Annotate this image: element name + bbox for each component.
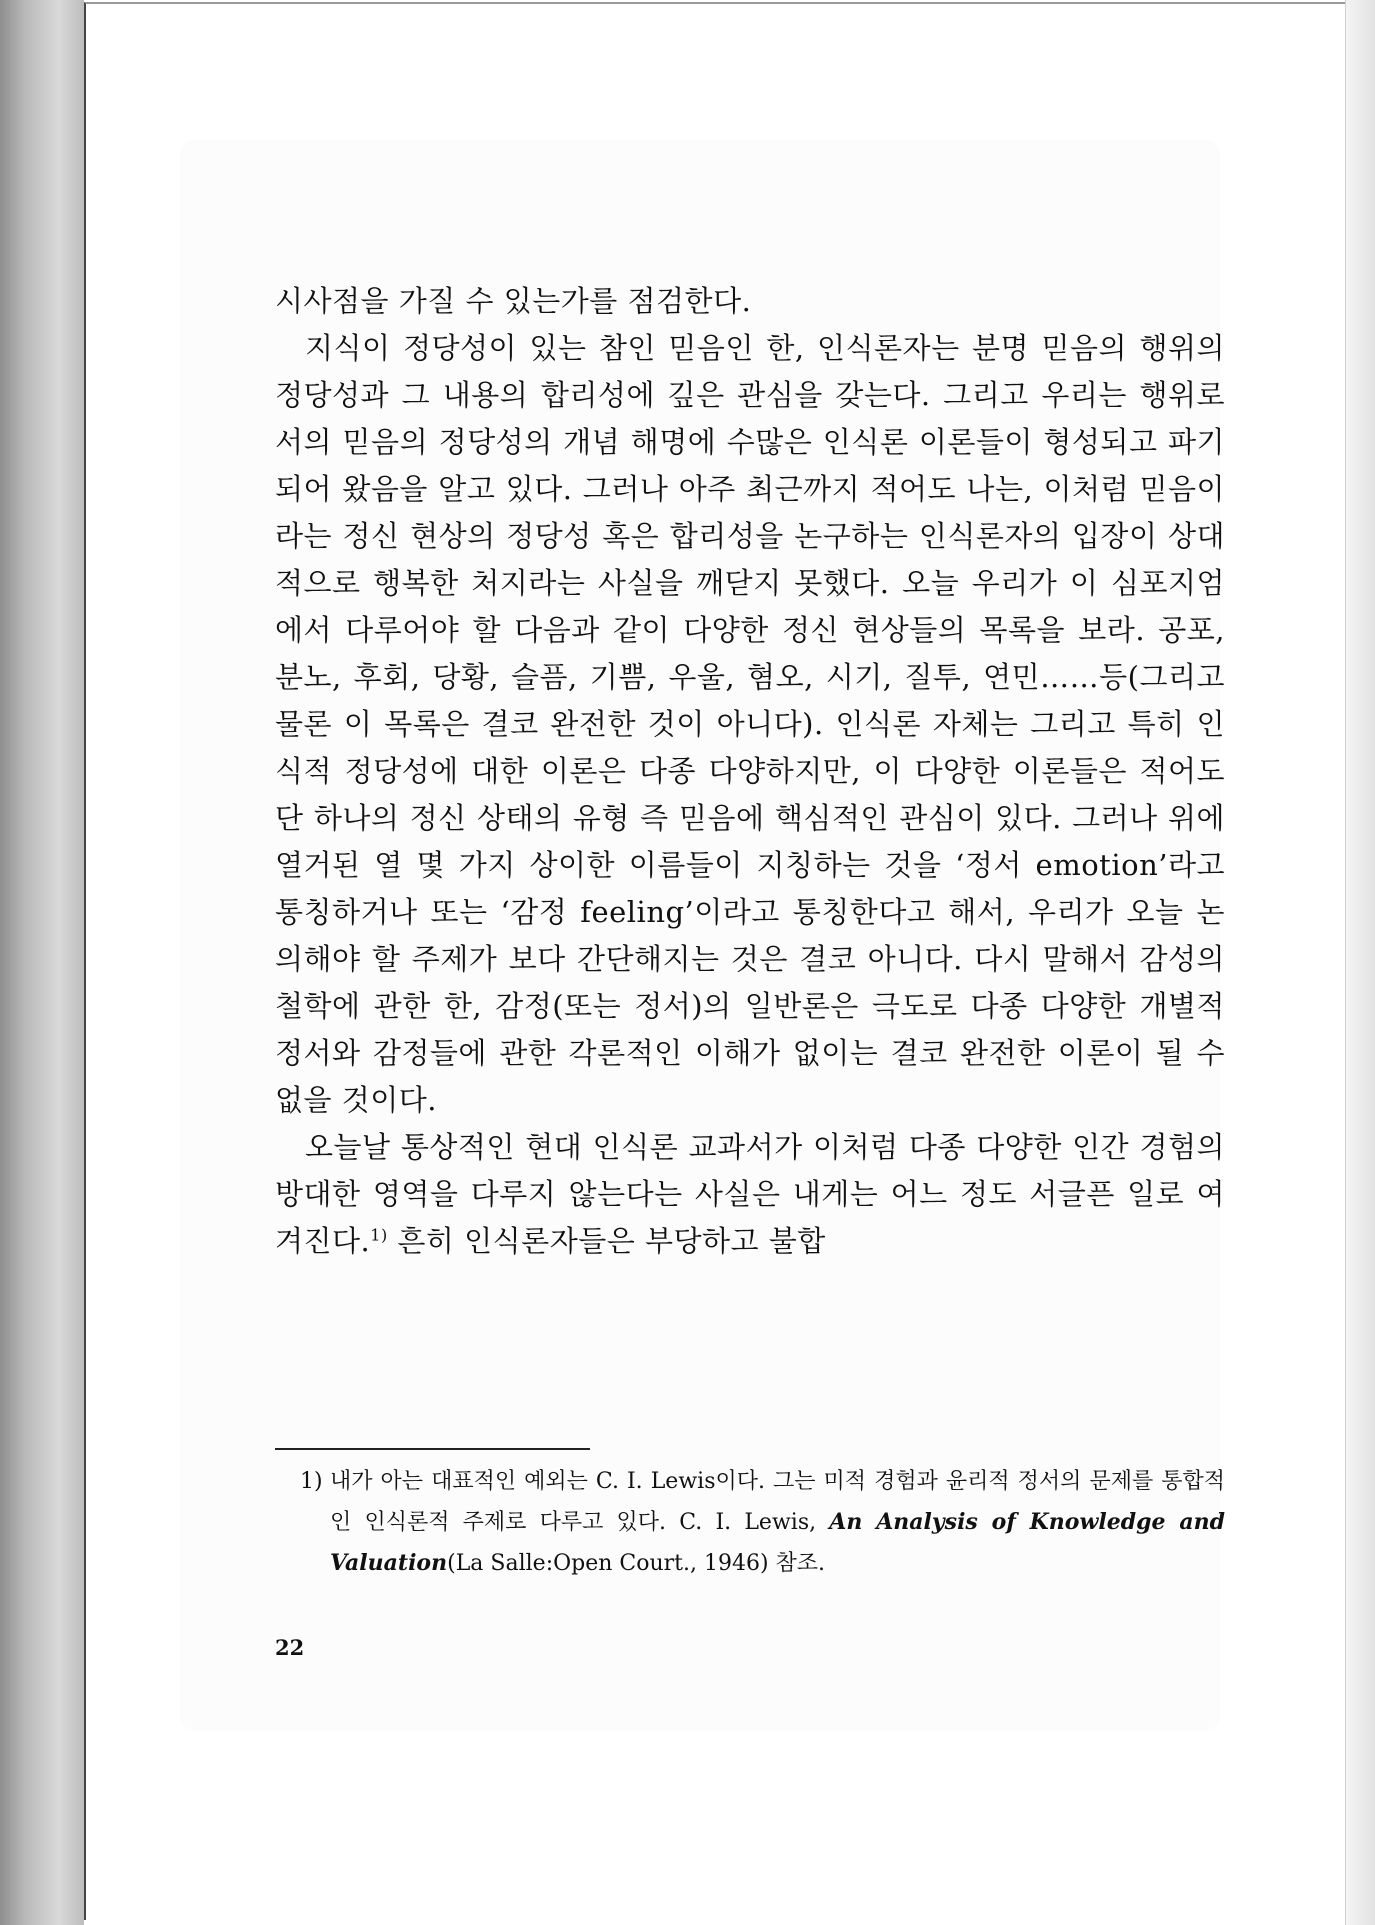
footnote-reference[interactable]: 1) <box>370 1225 388 1245</box>
footnote-number: 1) <box>300 1469 323 1494</box>
paragraph-continuation: 시사점을 가질 수 있는가를 점검한다. <box>275 284 752 318</box>
page-edge <box>1345 0 1375 1925</box>
body-text <box>275 278 1225 1265</box>
footnote-text: 내가 아는 대표적인 예외는 C. I. Lewis이다. 그는 미적 경험과 윤리적 정서의 문제를 통합적인 인식론적 주제로 다루고 있다. C. I. Lewis, <box>330 1469 1225 1535</box>
book-spine-shadow <box>0 0 84 1925</box>
paragraph-text: 오늘날 통상적인 현대 인식론 교과서가 이처럼 다종 다양한 인간 경험의 방대한 영역을 다루지 않는다는 사실은 내게는 어느 정도 서글픈 일로 여겨진다. <box>275 1130 1225 1258</box>
footnote-book-title: An Analysis of Knowledge and Valuation <box>330 1509 1225 1576</box>
paragraph-text: 흔히 인식론자들은 부당하고 불합 <box>397 1224 826 1258</box>
footnote <box>300 1462 1225 1584</box>
page-number: 22 <box>275 1635 305 1660</box>
footnote-text: (La Salle:Open Court., 1946) 참조. <box>447 1551 826 1576</box>
footnote-divider <box>275 1448 590 1450</box>
footnote-body <box>330 1462 1225 1584</box>
paragraph: 지식이 정당성이 있는 참인 믿음인 한, 인식론자는 분명 믿음의 행위의 정당성과 그 내용의 합리성에 깊은 관심을 갖는다. 그리고 우리는 행위로서의 믿음의 정당성의 개념 해명에 수많은 인식론 이론들이 형성되고 파기되어 왔음을 알고 있다. 그러나 아주 최근까지 적어도 나는, 이처럼 믿음이라는 정신 현상의 정당성 혹은 합리성을 논구하는 인식론자의 입장이 상대적으로 행복한 처지라는 사실을 깨닫지 못했다. 오늘 우리가 이 심포지엄에서 다루어야 할 다음과 같이 다양한 정신 현상들의 목록을 보라. 공포, 분노, 후회, 당황, 슬픔, 기쁨, 우울, 혐오, 시기, 질투, 연민……등(그리고 물론 이 목록은 결코 완전한 것이 아니다). 인식론 자체는 그리고 특히 인식적 정당성에 대한 이론은 다종 다양하지만, 이 다양한 이론들은 적어도 단 하나의 정신 상태의 유형 즉 믿음에 핵심적인 관심이 있다. 그러나 위에 열거된 열 몇 가지 상이한 이름들이 지칭하는 것을 ‘정서 emotion’라고 통칭하거나 또는 ‘감정 feeling’이라고 통칭한다고 해서, 우리가 오늘 논의해야 할 주제가 보다 간단해지는 것은 결코 아니다. 다시 말해서 감성의 철학에 관한 한, 감정(또는 정서)의 일반론은 극도로 다종 다양한 개별적 정서와 감정들에 관한 각론적인 이해가 없이는 결코 완전한 이론이 될 수 없을 것이다. <box>275 331 1225 1117</box>
paragraph <box>275 1124 1225 1265</box>
